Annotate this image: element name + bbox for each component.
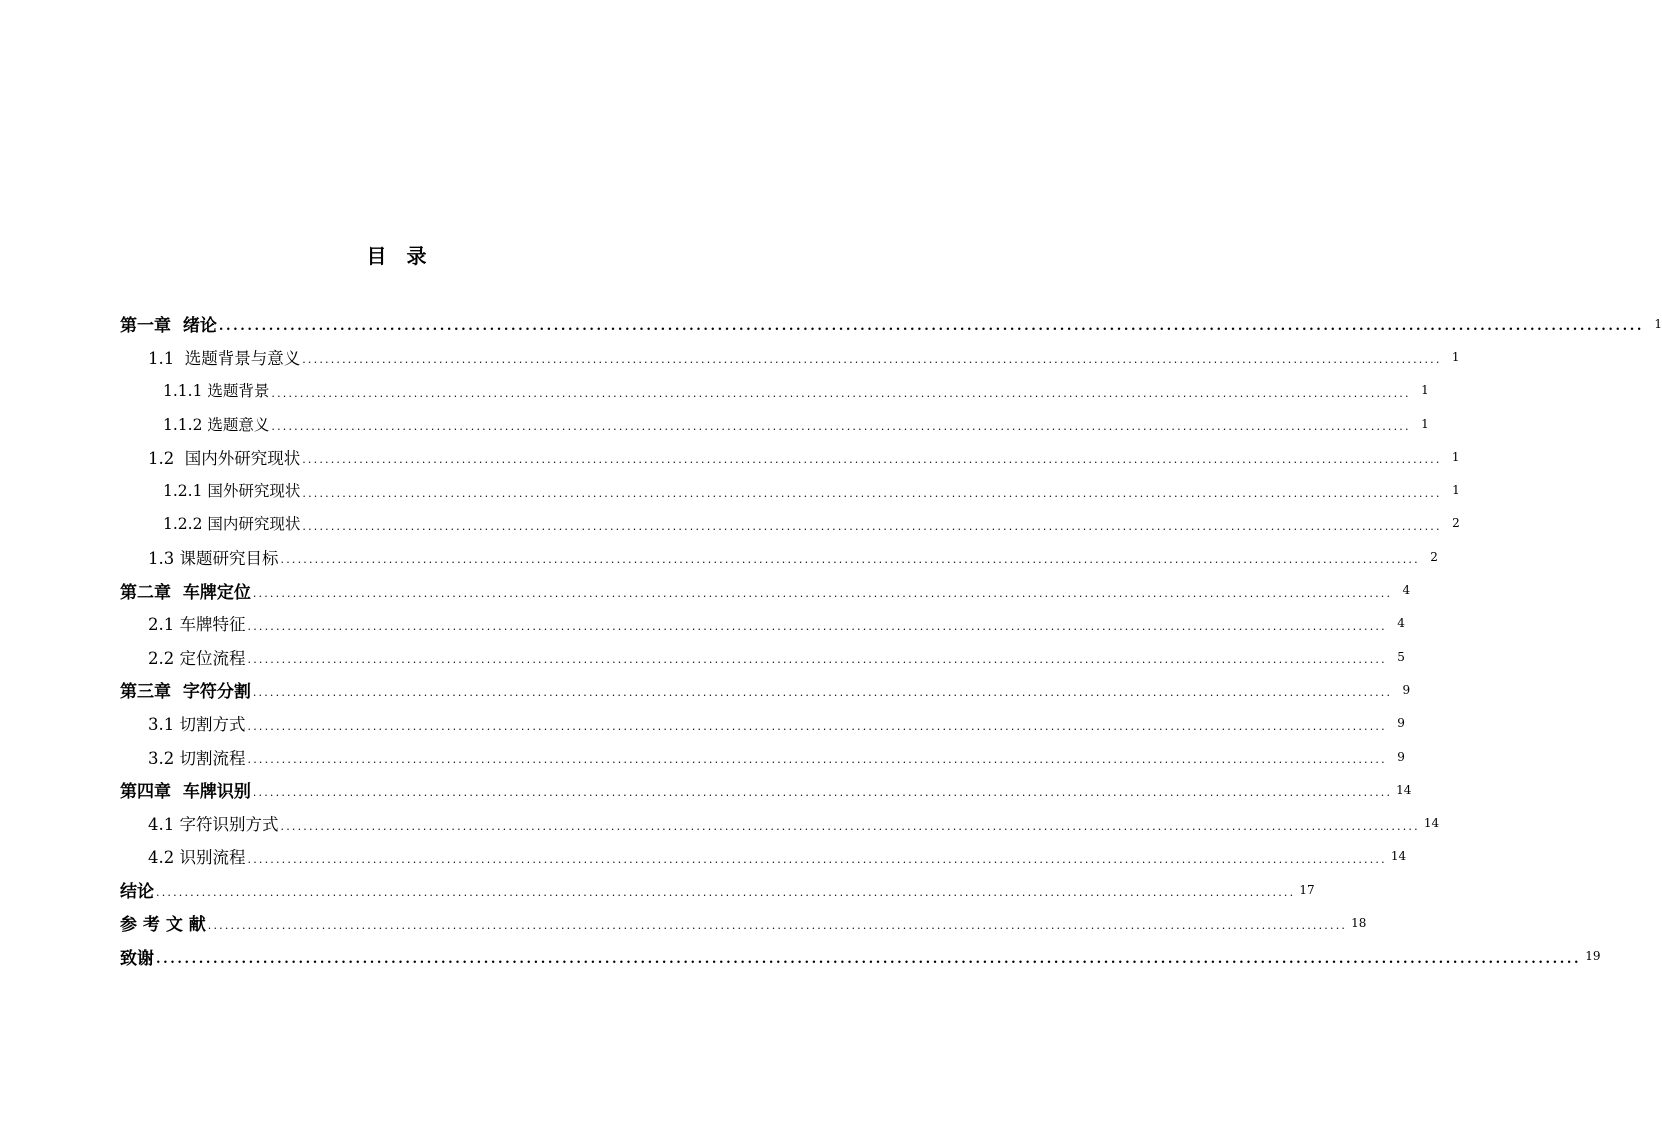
toc-entry[interactable]: [120, 906, 1367, 939]
dot-leader: ........................................................................................................................................................................................................: [252, 786, 1393, 800]
dot-leader: ........................................................................................................................................................................................................: [247, 619, 1387, 633]
toc-entry-page-number: 1: [1421, 416, 1429, 431]
dot-leader: ........................................................................................................................................................................................................: [271, 386, 1411, 400]
toc-entry[interactable]: [120, 773, 1412, 806]
toc-entry-page-number: 19: [1585, 949, 1601, 964]
toc-entry-page-number: 14: [1390, 849, 1407, 864]
dot-leader: ........................................................................................................................................................................................................: [247, 852, 1387, 866]
toc-entry[interactable]: [120, 940, 1601, 973]
toc-entry-label[interactable]: 参 考 文 献: [120, 915, 206, 936]
toc-entry[interactable]: [120, 374, 1429, 407]
toc-entry[interactable]: [120, 307, 1662, 340]
toc-entry-label[interactable]: 1.2.1 国外研究现状: [163, 482, 301, 501]
toc-entry[interactable]: [120, 407, 1429, 440]
toc-entry-page-number: 14: [1423, 816, 1440, 831]
toc-entry-page-number: 4: [1397, 616, 1405, 631]
dot-leader: ........................................................................................................................................................................................................: [271, 420, 1411, 434]
toc-entry-page-number: 4: [1402, 583, 1411, 598]
toc-entry-label[interactable]: 第一章 绪论: [120, 316, 217, 337]
toc-entry[interactable]: [120, 673, 1411, 706]
dot-leader: ........................................................................................................................................................................................................: [156, 886, 1296, 900]
toc-entry-label[interactable]: 第四章 车牌识别: [120, 782, 251, 803]
toc-entry-page-number: 2: [1430, 549, 1438, 564]
dot-leader: ........................................................................................................................................................................................................: [252, 686, 1393, 700]
toc-entry-page-number: 5: [1397, 649, 1405, 664]
page-title: 目 录: [366, 244, 427, 268]
dot-leader: ........................................................................................................................................................................................................: [302, 353, 1442, 367]
toc-entry-label[interactable]: 4.2 识别流程: [148, 848, 246, 868]
toc-entry-label[interactable]: 1.3 课题研究目标: [148, 548, 279, 568]
toc-entry-label[interactable]: 1.1.2 选题意义: [163, 415, 270, 434]
dot-leader: ........................................................................................................................................................................................................: [247, 753, 1387, 766]
toc-list: [120, 307, 1662, 973]
toc-entry[interactable]: [120, 540, 1438, 573]
toc-entry-page-number: 9: [1397, 716, 1405, 731]
toc-entry-page-number: 18: [1351, 915, 1367, 930]
toc-entry-page-number: 1: [1451, 349, 1460, 364]
dot-leader: ........................................................................................................................................................................................................: [252, 586, 1393, 600]
dot-leader: ........................................................................................................................................................................................................: [207, 919, 1348, 933]
toc-entry-label[interactable]: 2.2 定位流程: [148, 648, 246, 668]
toc-entry-page-number: 1: [1421, 383, 1429, 398]
toc-entry[interactable]: [120, 806, 1440, 839]
toc-entry-label[interactable]: 2.1 车牌特征: [148, 615, 246, 635]
toc-entry[interactable]: [120, 740, 1405, 773]
toc-entry[interactable]: [120, 707, 1405, 740]
toc-entry-page-number: 1: [1451, 449, 1460, 464]
dot-leader: ........................................................................................................................................................................................................: [156, 951, 1582, 967]
toc-entry-label[interactable]: 3.1 切割方式: [148, 715, 246, 735]
toc-entry[interactable]: [120, 607, 1405, 640]
toc-entry-label[interactable]: 1.1 选题背景与意义: [148, 348, 301, 368]
toc-entry[interactable]: [120, 507, 1460, 540]
dot-leader: ........................................................................................................................................................................................................: [247, 719, 1387, 733]
toc-entry-label[interactable]: 第三章 字符分割: [120, 682, 251, 703]
toc-entry-label[interactable]: 致谢: [120, 948, 154, 969]
toc-entry-label[interactable]: 结论: [120, 882, 154, 903]
toc-entry-page-number: 9: [1402, 682, 1411, 697]
toc-entry-label[interactable]: 1.2 国内外研究现状: [148, 448, 301, 468]
toc-entry-label[interactable]: 第二章 车牌定位: [120, 582, 251, 603]
toc-entry[interactable]: [120, 340, 1460, 373]
toc-entry[interactable]: [120, 473, 1460, 506]
toc-entry[interactable]: [120, 440, 1460, 473]
toc-entry-label[interactable]: 3.2 切割流程: [148, 748, 246, 768]
toc-entry-label[interactable]: 1.1.1 选题背景: [163, 382, 270, 401]
toc-entry-page-number: 17: [1299, 882, 1315, 897]
dot-leader: ........................................................................................................................................................................................................: [302, 453, 1442, 467]
dot-leader: ........................................................................................................................................................................................................: [302, 486, 1442, 500]
toc-entry-page-number: 1: [1654, 316, 1662, 331]
toc-entry-page-number: 2: [1452, 516, 1460, 531]
dot-leader: ........................................................................................................................................................................................................: [280, 819, 1420, 833]
toc-entry-label[interactable]: 4.1 字符识别方式: [148, 815, 279, 835]
toc-entry[interactable]: [120, 573, 1411, 606]
dot-leader: ........................................................................................................................................................................................................: [302, 519, 1442, 533]
dot-leader: ........................................................................................................................................................................................................: [247, 653, 1387, 667]
dot-leader: ........................................................................................................................................................................................................: [218, 319, 1645, 335]
toc-entry-page-number: 9: [1397, 749, 1405, 764]
toc-entry-page-number: 14: [1396, 782, 1412, 797]
toc-entry[interactable]: [120, 640, 1405, 673]
toc-entry[interactable]: [120, 873, 1315, 906]
toc-entry-page-number: 1: [1452, 483, 1460, 498]
toc-entry[interactable]: [120, 840, 1407, 873]
toc-entry-label[interactable]: 1.2.2 国内研究现状: [163, 515, 301, 534]
dot-leader: ........................................................................................................................................................................................................: [280, 553, 1420, 567]
